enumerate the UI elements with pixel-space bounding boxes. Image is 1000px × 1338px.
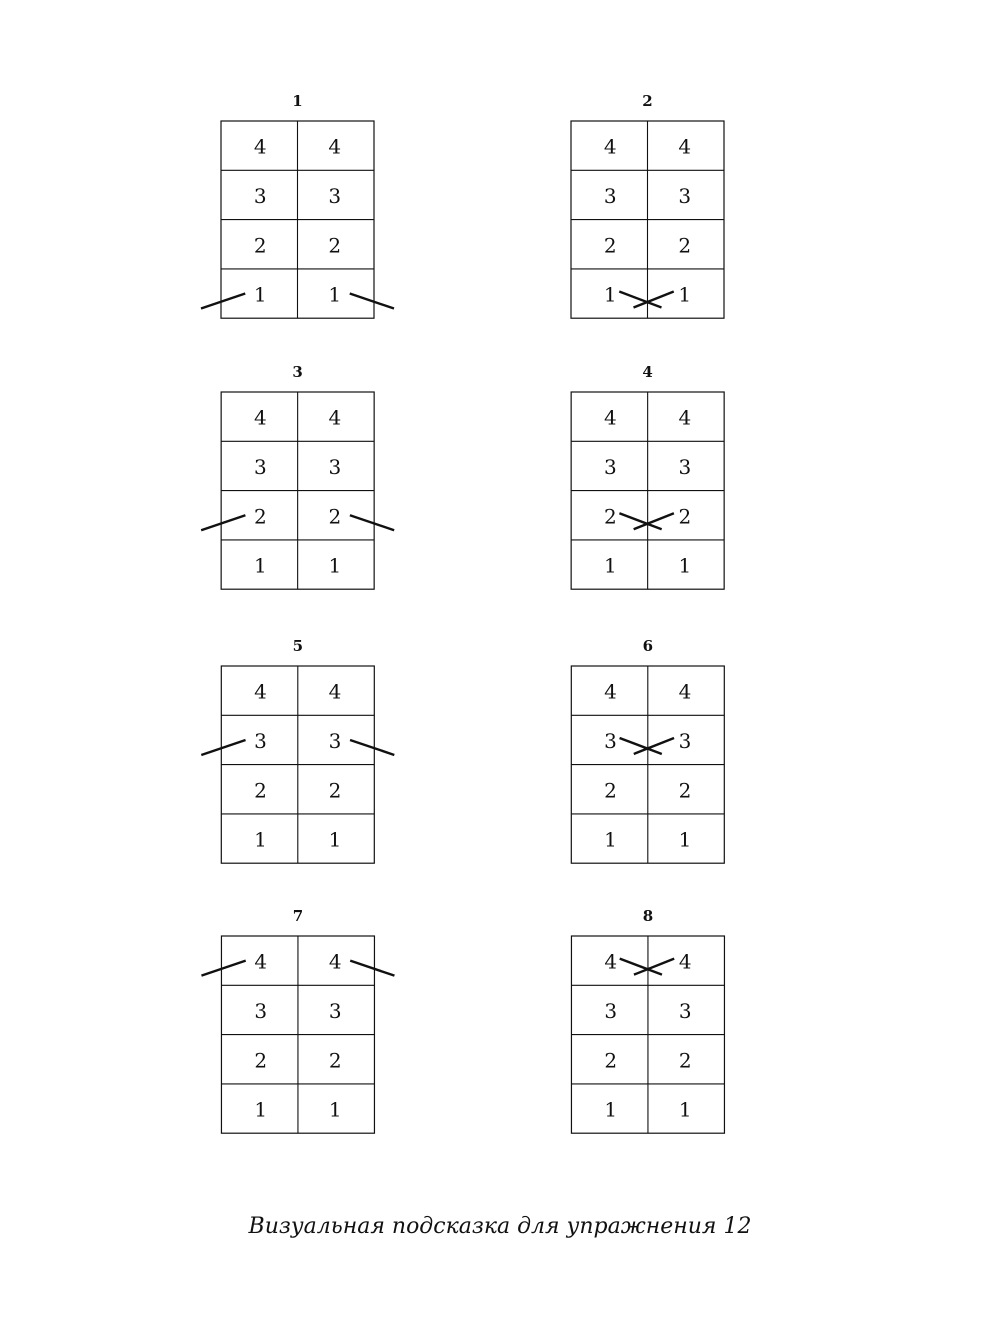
cell-value: 4 <box>328 679 342 704</box>
cell-value: 2 <box>604 778 617 803</box>
cell-value: 3 <box>604 728 617 753</box>
cell-value: 2 <box>328 504 342 529</box>
panel-number: 5 <box>292 637 304 655</box>
cell-value: 4 <box>328 405 342 430</box>
cell-value: 4 <box>328 949 342 974</box>
cell-value: 2 <box>328 778 342 803</box>
cell-value: 2 <box>678 778 692 803</box>
cell-value: 1 <box>603 282 617 307</box>
cell-value: 4 <box>253 134 267 159</box>
cell-value: 1 <box>678 827 692 852</box>
cell-value: 3 <box>253 183 267 208</box>
cell-value: 4 <box>678 134 692 159</box>
stroke-mark <box>350 294 394 309</box>
panel-number: 6 <box>642 637 654 655</box>
cell-value: 4 <box>604 405 617 430</box>
cell-value: 4 <box>604 679 617 704</box>
cell-value: 1 <box>328 827 342 852</box>
cell-value: 3 <box>328 998 342 1023</box>
cell-value: 3 <box>604 454 617 479</box>
panel-number: 4 <box>642 363 653 381</box>
cell-value: 2 <box>254 1048 268 1073</box>
cell-value: 4 <box>254 405 267 430</box>
cell-value: 4 <box>678 679 692 704</box>
panel-number: 7 <box>292 907 304 925</box>
panel-number: 1 <box>292 92 303 110</box>
panel-number: 8 <box>642 907 654 925</box>
cell-value: 3 <box>604 998 618 1023</box>
stroke-mark <box>350 740 394 755</box>
cell-value: 1 <box>328 553 342 578</box>
cell-value: 3 <box>328 454 342 479</box>
cell-value: 2 <box>604 1048 618 1073</box>
cell-value: 1 <box>328 282 342 307</box>
cell-value: 2 <box>254 504 267 529</box>
cell-value: 2 <box>678 233 692 258</box>
cell-value: 1 <box>604 827 617 852</box>
panel-number: 3 <box>292 363 303 381</box>
cell-value: 2 <box>678 504 692 529</box>
cell-value: 3 <box>678 728 692 753</box>
cell-value: 3 <box>603 183 617 208</box>
cell-value: 3 <box>254 998 268 1023</box>
cell-value: 4 <box>678 949 692 974</box>
caption: Визуальная подсказка для упражнения 12 <box>248 1214 752 1239</box>
cell-value: 3 <box>328 183 342 208</box>
cell-value: 2 <box>328 233 342 258</box>
stroke-mark <box>201 961 245 976</box>
stroke-mark <box>201 294 245 309</box>
cell-value: 1 <box>254 1097 268 1122</box>
cell-value: 3 <box>678 998 692 1023</box>
cell-value: 4 <box>254 679 267 704</box>
cell-value: 1 <box>604 1097 618 1122</box>
cell-value: 3 <box>254 454 267 479</box>
cell-value: 2 <box>678 1048 692 1073</box>
cell-value: 1 <box>678 1097 692 1122</box>
cell-value: 1 <box>604 553 617 578</box>
cell-value: 2 <box>604 504 617 529</box>
cell-value: 3 <box>678 183 692 208</box>
cell-value: 4 <box>678 405 692 430</box>
cell-value: 3 <box>254 728 267 753</box>
cell-value: 1 <box>678 553 692 578</box>
stroke-mark <box>350 515 394 530</box>
cell-value: 1 <box>253 282 267 307</box>
panel-number: 2 <box>642 92 653 110</box>
cell-value: 3 <box>678 454 692 479</box>
cell-value: 4 <box>604 949 618 974</box>
cell-value: 2 <box>254 778 267 803</box>
cell-value: 2 <box>253 233 267 258</box>
stroke-mark <box>201 515 245 530</box>
cell-value: 1 <box>678 282 692 307</box>
cell-value: 1 <box>254 827 267 852</box>
cell-value: 2 <box>328 1048 342 1073</box>
cell-value: 4 <box>328 134 342 159</box>
cell-value: 2 <box>603 233 617 258</box>
cell-value: 1 <box>328 1097 342 1122</box>
cell-value: 4 <box>603 134 617 159</box>
cell-value: 4 <box>254 949 268 974</box>
stroke-mark <box>201 740 245 755</box>
cell-value: 1 <box>254 553 267 578</box>
stroke-mark <box>350 961 394 976</box>
cell-value: 3 <box>328 728 342 753</box>
